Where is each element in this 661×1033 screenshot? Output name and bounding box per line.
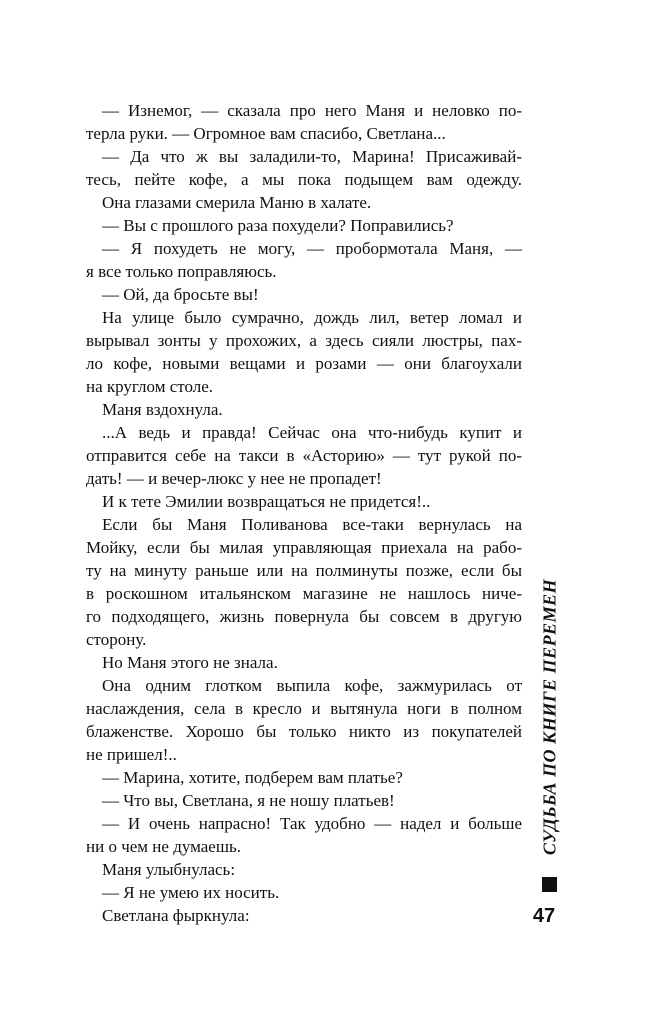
- text-line: Маня улыбнулась:: [102, 860, 236, 879]
- text-line: ло кофе, новыми вещами и розами — они благоухали: [86, 354, 522, 373]
- text-line: в роскошном итальянском магазине не нашлось ниче-: [86, 584, 522, 603]
- text-line: — Марина, хотите, подберем вам платье?: [102, 768, 403, 787]
- text-line: — Что вы, Светлана, я не ношу платьев!: [102, 791, 395, 810]
- page-number: 47: [532, 905, 556, 927]
- text-line: — Да что ж вы заладили-то, Марина! Присаживай-: [102, 147, 522, 166]
- text-line: Маня вздохнула.: [102, 400, 223, 419]
- text-line: отправится себе на такси в «Асторию» — тут рукой по-: [86, 446, 522, 465]
- text-line: ни о чем не думаешь.: [86, 837, 241, 856]
- text-line: Если бы Маня Поливанова все-таки вернулась на: [102, 515, 522, 534]
- text-line: — Ой, да бросьте вы!: [102, 285, 259, 304]
- text-line: И к тете Эмилии возвращаться не придется!..: [102, 492, 431, 511]
- text-line: блаженстве. Хорошо бы только никто из покупателей: [86, 722, 522, 741]
- running-head: [535, 567, 565, 867]
- text-line: терла руки. — Огромное вам спасибо, Светлана...: [86, 124, 446, 143]
- text-line: сторону.: [86, 630, 147, 649]
- text-line: Она одним глотком выпила кофе, зажмурилась от: [102, 676, 522, 695]
- text-line: На улице было сумрачно, дождь лил, ветер ломал и: [102, 308, 522, 327]
- text-line: Мойку, если бы милая управляющая приехала на рабо-: [86, 538, 522, 557]
- text-line: дать! — и вечер-люкс у нее не пропадет!: [86, 469, 382, 488]
- text-line: Она глазами смерила Маню в халате.: [102, 193, 372, 212]
- text-line: я все только поправляюсь.: [86, 262, 277, 281]
- text-line: ...А ведь и правда! Сейчас она что-нибудь купит и: [102, 423, 522, 442]
- text-line: Светлана фыркнула:: [102, 906, 250, 925]
- text-line: го подходящего, жизнь повернула бы совсем в другую: [86, 607, 522, 626]
- text-line: — Вы с прошлого раза похудели? Поправились?: [102, 216, 454, 235]
- text-line: тесь, пейте кофе, а мы пока подыщем вам одежду.: [86, 170, 522, 189]
- text-line: ту на минуту раньше или на полминуты позже, если бы: [86, 561, 522, 580]
- text-line: наслаждения, села в кресло и вытянула ноги в полном: [86, 699, 522, 718]
- text-line: Но Маня этого не знала.: [102, 653, 278, 672]
- text-line: — Я не умею их носить.: [102, 883, 280, 902]
- section-square-mark: [542, 877, 557, 892]
- text-line: вырывал зонты у прохожих, а здесь сияли люстры, пах-: [86, 331, 522, 350]
- text-line: — Изнемог, — сказала про него Маня и неловко по-: [102, 101, 522, 120]
- running-head-text: СУДЬБА ПО КНИГЕ ПЕРЕМЕН: [539, 578, 560, 856]
- text-line: — Я похудеть не могу, — пробормотала Маня, —: [102, 239, 522, 258]
- text-line: не пришел!..: [86, 745, 177, 764]
- text-line: на круглом столе.: [86, 377, 214, 396]
- text-line: — И очень напрасно! Так удобно — надел и больше: [102, 814, 522, 833]
